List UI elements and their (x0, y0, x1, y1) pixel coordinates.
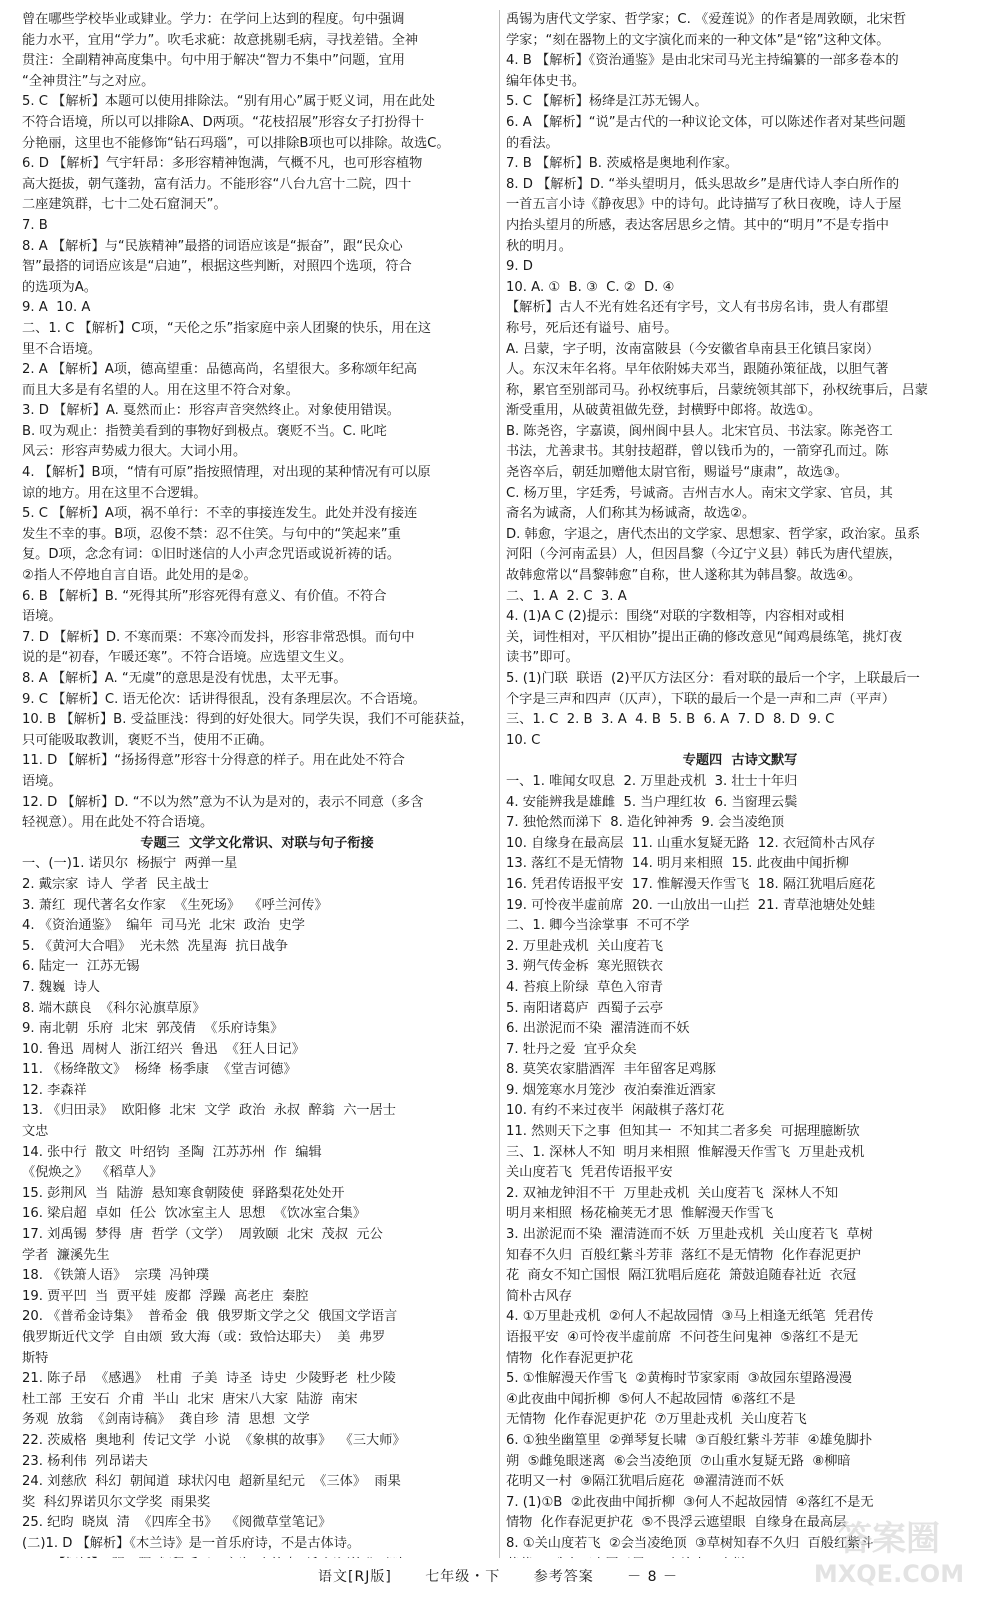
right-column-line: 人。东汉末年名将。早年依附姊夫邓当，跟随孙策征战，以胆气著 (506, 362, 889, 378)
left-column-line: 轻视意）。用在此处不符合语境。 (22, 815, 214, 831)
right-column-line: 16. 凭君传语报平安 17. 惟解漫天作雪飞 18. 隔江犹唱后庭花 (506, 876, 876, 892)
left-column-line: ②指人不停地自言自语。此处用的是②。 (22, 568, 257, 584)
left-column-line: 25. 纪昀 晓岚 清 《四库全书》 《阅微草堂笔记》 (22, 1515, 332, 1531)
right-column-line: 关，词性相对，平仄相协”提出正确的修改意见“闻鸡晨练笔，挑灯夜 (506, 629, 903, 645)
left-column-line: 学者 濂溪先生 (22, 1247, 110, 1263)
left-column-line: 13. 《归田录》 欧阳修 北宋 文学 政治 永叔 醉翁 六一居士 (22, 1103, 396, 1119)
left-column-line: 不符合语境，所以可以排除A、D两项。“花枝招展”形容女子打扮得十 (22, 114, 425, 130)
right-column-line: 11. 然则天下之事 但知其一 不知其二者多矣 可据理臆断欤 (506, 1124, 860, 1140)
left-column-line: 20. 《普希金诗集》 普希金 俄 俄罗斯文学之父 俄国文学语言 (22, 1309, 398, 1325)
two-column-body (22, 10, 974, 1558)
left-column-line: 24. 刘慈欣 科幻 朝闻道 球状闪电 超新星纪元 《三体》 雨果 (22, 1474, 401, 1490)
right-column-line: 9. D (506, 259, 533, 275)
right-column-line: 一首五言小诗《静夜思》中的诗句。此诗描写了秋日夜晚，诗人于屋 (506, 197, 902, 213)
left-column-line: 23. 杨利伟 列昂诺夫 (22, 1453, 148, 1469)
right-column (506, 10, 974, 1558)
right-column-line: 尧咨卒后，朝廷加赠他太尉官衔，赐谥号“康肃”，故选③。 (506, 465, 848, 481)
right-column-line: 【解析】古人不光有姓名还有字号，文人有书房名讳，贵人有郡望 (506, 300, 889, 316)
right-column-line: 个字是三声和四声（仄声），下联的最后一个是一声和二声（平声） (506, 691, 896, 707)
left-column-line: 能力水平，宜用“学力”。吹毛求疵：故意挑剔毛病，寻找差错。全神 (22, 32, 419, 48)
right-column-line: 4. B 【解析】《资治通鉴》是由北宋司马光主持编纂的一部多卷本的 (506, 53, 899, 69)
left-column-line: 12. D 【解析】D. “不以为然”意为不认为是对的，表示不同意（多含 (22, 794, 424, 810)
left-column-line: 8. 端木蕻良 《科尔沁旗草原》 (22, 1000, 206, 1016)
right-column-line: 2. 万里赴戎机 关山度若飞 (506, 938, 664, 954)
left-column-line: 2. 戴宗家 诗人 学者 民主战士 (22, 876, 209, 892)
left-column-line: 风云：形容声势威力很大。大词小用。 (22, 444, 247, 460)
left-column-line: 5. 《黄河大合唱》 光未然 冼星海 抗日战争 (22, 938, 289, 954)
right-column-line: 读书”即可。 (506, 650, 579, 666)
right-column-line: 称，累官至别部司马。孙权统事后，吕蒙统领其部下，孙权统事后，吕蒙 (506, 382, 928, 398)
left-column-line: 11. 《杨绛散文》 杨绛 杨季康 《堂吉诃德》 (22, 1062, 297, 1078)
footer-grade: 七年级・下 (425, 1569, 501, 1585)
left-column-line: 发生不幸的事。B项，忍俊不禁：忍不住笑。与句中的“笑起来”重 (22, 526, 401, 542)
left-column-line: 务观 放翁 《剑南诗稿》 龚自珍 清 思想 文学 (22, 1412, 310, 1428)
right-column-line: 禹锡为唐代文学家、哲学家；C. 《爱莲说》的作者是周敦颐，北宋哲 (506, 12, 907, 27)
left-column-line: 高大挺拔，朝气蓬勃，富有活力。不能形容“八台九宫十二院，四十 (22, 176, 412, 192)
right-column-line: 4. 安能辨我是雄雌 5. 当户理红妆 6. 当窗理云鬓 (506, 794, 798, 810)
right-column-line: 5. C 【解析】杨绛是江苏无锡人。 (506, 94, 708, 110)
right-column-line: 6. ①独坐幽篁里 ②弹琴复长啸 ③百般红紫斗芳菲 ④雄兔脚扑 (506, 1432, 873, 1448)
watermark-logo (794, 1510, 984, 1590)
left-column (22, 10, 492, 1558)
left-column-line: 6. B 【解析】B. “死得其所”形容死得有意义、有价值。不符合 (22, 588, 387, 604)
left-column-line: 11. D 【解析】“扬扬得意”形容十分得意的样子。用在此处不符合 (22, 753, 405, 769)
right-column-line: C. 杨万里，字廷秀，号诚斋。吉州吉水人。南宋文学家、官员，其 (506, 485, 893, 501)
left-column-line: 5. C 【解析】A项，祸不单行：不幸的事接连发生。此处并没有接连 (22, 506, 418, 522)
right-column-line: 称号，死后还有谥号、庙号。 (506, 320, 678, 336)
right-column-line: 语报平安 ④可怜夜半虚前席 不问苍生问鬼神 ⑤落红不是无 (506, 1330, 859, 1345)
watermark-text-top: 答案圈 (838, 1519, 940, 1559)
right-column-line: 简朴古风存 (506, 1288, 572, 1304)
right-column-line: 明月来相照 杨花榆荚无才思 惟解漫天作雪飞 (506, 1206, 774, 1222)
right-column-line: 19. 可怜夜半虚前席 20. 一山放出一山拦 21. 青草池塘处处蛙 (506, 897, 876, 913)
left-column-line: 贯注：全副精神高度集中。句中用于解决“智力不集中”问题，宜用 (22, 53, 405, 69)
left-column-line: 一、(一)1. 诺贝尔 杨振宁 两弹一星 (22, 856, 238, 872)
right-column-line: 3. 出淤泥而不染 濯清涟而不妖 万里赴戎机 关山度若飞 草树 (506, 1227, 873, 1243)
right-column-line: 6. A 【解析】“说”是古代的一种议论文体，可以陈述作者对某些问题 (506, 114, 906, 130)
right-column-line: 8. 莫笑农家腊酒浑 丰年留客足鸡豚 (506, 1062, 716, 1078)
left-column-line: 谅的地方。用在这里不合逻辑。 (22, 485, 207, 501)
right-column-line: 7. 牡丹之爱 宜乎众矣 (506, 1041, 637, 1057)
right-column-line: 三、1. C 2. B 3. A 4. B 5. B 6. A 7. D 8. D 9. C (506, 712, 835, 728)
left-column-line: 4. 【解析】B项，“情有可原”指按照情理，对出现的某种情况有可以原 (22, 465, 431, 481)
left-column-line: 21. 陈子昂 《感遇》 杜甫 子美 诗圣 诗史 少陵野老 杜少陵 (22, 1371, 396, 1387)
left-column-line: 10. B 【解析】B. 受益匪浅：得到的好处很大。同学失误，我们不可能获益， (22, 712, 474, 728)
left-column-line: 6. D 【解析】气宇轩昂：多形容精神饱满，气概不凡，也可形容植物 (22, 156, 423, 172)
left-column-line: 7. D 【解析】D. 不寒而栗：不寒冷而发抖，形容非常恐惧。而句中 (22, 629, 415, 645)
left-column-line: 俄罗斯近代文学 自由颂 致大海（或：致恰达耶夫） 美 弗罗 (22, 1330, 386, 1345)
left-column-line: 2. A 【解析】A项，德高望重：品德高尚，名望很大。多称颂年纪高 (22, 362, 418, 378)
left-column-line: 杜工部 王安石 介甫 半山 北宋 唐宋八大家 陆游 南宋 (22, 1391, 358, 1407)
right-column-line: 8. D 【解析】D. “举头望明月，低头思故乡”是唐代诗人李白所作的 (506, 176, 900, 192)
right-column-line: 朔 ⑤雌兔眼迷离 ⑥会当凌绝顶 ⑦山重水复疑无路 ⑧柳暗 (506, 1453, 851, 1469)
left-column-line: 奖 科幻界诺贝尔文学奖 雨果奖 (22, 1494, 211, 1510)
left-column-line: 17. 刘禹锡 梦得 唐 哲学（文学） 周敦颐 北宋 茂叔 元公 (22, 1227, 383, 1243)
left-column-line: 复。D项，念念有词：①旧时迷信的人小声念咒语或说祈祷的话。 (22, 547, 401, 563)
left-column-line: 语境。 (22, 773, 62, 789)
left-column-line: 10. 鲁迅 周树人 浙江绍兴 鲁迅 《狂人日记》 (22, 1041, 305, 1057)
right-column-line: 内抬头望月的所感，表达客居思乡之情。其中的“明月”不是专指中 (506, 217, 889, 233)
right-column-line: 13. 落红不是无情物 14. 明月来相照 15. 此夜曲中闻折柳 (506, 856, 849, 872)
right-column-line: 知春不久归 百般红紫斗芳菲 落红不是无情物 化作春泥更护 (506, 1247, 861, 1263)
left-column-line (22, 1555, 492, 1558)
footer-section: 参考答案 (533, 1569, 594, 1585)
right-column-line: 花明又一村 ⑨隔江犹唱后庭花 ⑩濯清涟而不妖 (506, 1474, 784, 1490)
left-column-line: 7. 魏巍 诗人 (22, 979, 100, 995)
left-column-line: 智”最搭的词语应该是“启迪”，根据这些判断，对照四个选项，符合 (22, 259, 412, 275)
right-column-line: 7. B 【解析】B. 茨威格是奥地利作家。 (506, 156, 739, 172)
right-column-line: 10. A. ① B. ③ C. ② D. ④ (506, 279, 675, 295)
right-column-line: 6. 出淤泥而不染 濯清涟而不妖 (506, 1021, 690, 1037)
right-column-line: 4. (1)A C (2)提示：围绕“对联的字数相等，内容相对或相 (506, 609, 845, 625)
left-column-line: 9. A 10. A (22, 300, 91, 316)
footer-subject: 语文[RJ版] (318, 1569, 392, 1585)
right-column-line: 4. ①万里赴戎机 ②何人不起故园情 ③马上相逢无纸笔 凭君传 (506, 1309, 874, 1325)
right-column-line: 河阳（今河南孟县）人，但因昌黎（今辽宁义县）韩氏为唐代望族， (506, 547, 902, 563)
left-column-line: 3. 萧红 现代著名女作家 《生死场》 《呼兰河传》 (22, 897, 328, 913)
left-column-line: 语境。 (22, 609, 62, 625)
right-column-line: 关山度若飞 凭君传语报平安 (506, 1165, 673, 1181)
right-column-line: 情物 化作春泥更护花 ⑤不畏浮云遮望眼 自缘身在最高层 (506, 1515, 847, 1531)
right-column-line: 7. 独怆然而涕下 8. 造化钟神秀 9. 会当凌绝顶 (506, 815, 785, 831)
left-column-line: 只可能吸取教训，褒贬不当，使用不正确。 (22, 732, 273, 748)
right-column-line: 7. (1)①B ②此夜曲中闻折柳 ③何人不起故园情 ④落红不是无 (506, 1494, 874, 1510)
right-column-line: 9. 烟笼寒水月笼沙 夜泊秦淮近酒家 (506, 1082, 716, 1098)
right-column-line: A. 吕蒙，字子明，汝南富陂县（今安徽省阜南县王化镇吕家岗） (506, 341, 880, 357)
left-column-line: 《倪焕之》 《稻草人》 (22, 1165, 163, 1181)
right-column-line: 的看法。 (506, 135, 559, 151)
left-column-line: 而且大多是有名望的人。用在这里不符合对象。 (22, 382, 299, 398)
left-column-line: 的选项为A。 (22, 279, 97, 295)
left-column-line: 说的是“初春，乍暖还寒”。不符合语境。应选望文生义。 (22, 650, 353, 666)
left-column-line: 9. C 【解析】C. 语无伦次：话讲得很乱，没有条理层次。不合语境。 (22, 691, 426, 707)
left-column-line: 14. 张中行 散文 叶绍钧 圣陶 江苏苏州 作 编辑 (22, 1144, 322, 1160)
right-column-line: 编年体史书。 (506, 73, 586, 89)
right-column-line: B. 陈尧咨，字嘉谟，阆州阆中县人。北宋官员、书法家。陈尧咨工 (506, 423, 893, 439)
right-column-line: 10. C (506, 732, 541, 748)
right-column-line: 二、1. 卿今当涂掌事 不可不学 (506, 918, 690, 934)
right-column-line: 2. 双袖龙钟泪不干 万里赴戎机 关山度若飞 深林人不知 (506, 1185, 839, 1201)
left-column-line: 9. 南北朝 乐府 北宋 郭茂倩 《乐府诗集》 (22, 1021, 284, 1037)
right-column-line: 10. 自缘身在最高层 11. 山重水复疑无路 12. 衣冠简朴古风存 (506, 835, 876, 851)
right-column-line: 情物 化作春泥更护花 (506, 1350, 634, 1366)
right-column-line: 斋名为诚斋，人们称其为杨诚斋，故选②。 (506, 506, 756, 522)
right-column-line: ④此夜曲中闻折柳 ⑤何人不起故园情 ⑥落红不是 (506, 1391, 796, 1407)
left-column-line: 5. C 【解析】本题可以使用排除法。“别有用心”属于贬义词，用在此处 (22, 94, 436, 110)
footer-page-number: － 8 － (627, 1569, 678, 1585)
right-column-line: 秋的明月。 (506, 238, 572, 254)
left-column-line: 12. 李森祥 (22, 1082, 87, 1098)
left-column-line: 16. 梁启超 卓如 任公 饮冰室主人 思想 《饮冰室合集》 (22, 1206, 367, 1222)
right-column-line: 三、1. 深林人不知 明月来相照 惟解漫天作雪飞 万里赴戎机 (506, 1144, 865, 1160)
left-column-line: 15. 彭荆风 当 陆游 悬知寒食朝陵使 驿路梨花处处开 (22, 1185, 345, 1201)
right-column-line: 5. (1)门联 联语 (2)平仄方法区分：看对联的最后一个字，上联最后一 (506, 671, 920, 686)
right-column-line: 5. ①惟解漫天作雪飞 ②黄梅时节家家雨 ③故园东望路漫漫 (506, 1371, 852, 1387)
right-column-line: 8. ①关山度若飞 ②会当凌绝顶 ③草树知春不久归 百般红紫斗 (506, 1535, 874, 1551)
left-column-line: 4. 《资治通鉴》 编年 司马光 北宋 政治 史学 (22, 918, 305, 934)
left-column-line: 文忠 (22, 1124, 49, 1140)
right-column-line: 二、1. A 2. C 3. A (506, 588, 627, 604)
left-column-line: 8. A 【解析】A. “无虞”的意思是没有忧患，太平无事。 (22, 671, 347, 686)
right-column-line: 4. 苔痕上阶绿 草色入帘青 (506, 979, 664, 995)
left-column-line: (二)1. D 【解析】《木兰诗》是一首乐府诗，不是古体诗。 (22, 1535, 361, 1551)
right-column-line: 一、1. 唯闻女叹息 2. 万里赴戎机 3. 壮士十年归 (506, 773, 798, 789)
right-column-line: 渐受重用，从破黄祖做先登，封横野中郎将。故选①。 (506, 403, 822, 419)
left-column-line: 斯特 (22, 1350, 49, 1366)
left-column-line: 分艳丽，这里也不能修饰“钻石玛瑙”，可以排除B项也可以排除。故选C。 (22, 135, 450, 151)
left-column-line: “全神贯注”与之对应。 (22, 73, 155, 89)
right-column-line: D. 韩愈，字退之，唐代杰出的文学家、思想家、哲学家，政治家。虽系 (506, 526, 921, 542)
left-column-line: 二座建筑群，七十二处石窟洞天”。 (22, 197, 227, 213)
left-column-line: B. 叹为观止：指赞美看到的事物好到极点。褒贬不当。C. 叱咤 (22, 423, 387, 439)
left-column-line: 曾在哪些学校毕业或肄业。学力：在学问上达到的程度。句中强调 (22, 12, 405, 27)
right-column-line: 故韩愈常以“昌黎韩愈”自称，世人遂称其为韩昌黎。故选④。 (506, 568, 862, 584)
watermark-text-bottom: MXQE.COM (813, 1560, 965, 1588)
left-column-line: 18. 《铁箫人语》 宗璞 冯钟璞 (22, 1268, 209, 1284)
left-column-line: 专题三 文学文化常识、对联与句子衔接 (140, 835, 374, 851)
left-column-line: 22. 茨威格 奥地利 传记文学 小说 《象棋的故事》 《三大师》 (22, 1432, 406, 1448)
left-column-line: 19. 贾平凹 当 贾平娃 废都 浮躁 高老庄 秦腔 (22, 1288, 309, 1304)
left-column-line: 6. 陆定一 江苏无锡 (22, 959, 140, 975)
column-divider (499, 10, 500, 1558)
right-column-line: 花 商女不知亡国恨 隔江犹唱后庭花 箫鼓追随春社近 衣冠 (506, 1268, 857, 1284)
right-column-line: 10. 有约不来过夜半 闲敲棋子落灯花 (506, 1103, 725, 1119)
left-column-line: 二、1. C 【解析】C项，“天伦之乐”指家庭中亲人团聚的快乐，用在这 (22, 320, 432, 336)
left-column-line: 里不合语境。 (22, 341, 102, 357)
right-column-line: 3. 朔气传金柝 寒光照铁衣 (506, 959, 664, 975)
left-column-line: 7. B (22, 217, 48, 233)
left-column-line: 8. A 【解析】与“民族精神”最搭的词语应该是“振奋”，跟“民众心 (22, 238, 403, 254)
left-column-line: 3. D 【解析】A. 戛然而止：形容声音突然终止。对象使用错误。 (22, 403, 400, 419)
right-column-line: 5. 南阳诸葛庐 西蜀子云亭 (506, 1000, 664, 1016)
right-column-line: 专题四 古诗文默写 (682, 753, 798, 769)
right-column-line: 学家；“刻在器物上的文字演化而来的一种文体”是“铭”这种文体。 (506, 32, 890, 48)
right-column-line: 无情物 化作春泥更护花 ⑦万里赴戎机 关山度若飞 (506, 1412, 807, 1428)
right-column-line: 书法，尤善隶书。其射技超群，曾以钱币为的，一箭穿孔而过。陈 (506, 444, 889, 460)
